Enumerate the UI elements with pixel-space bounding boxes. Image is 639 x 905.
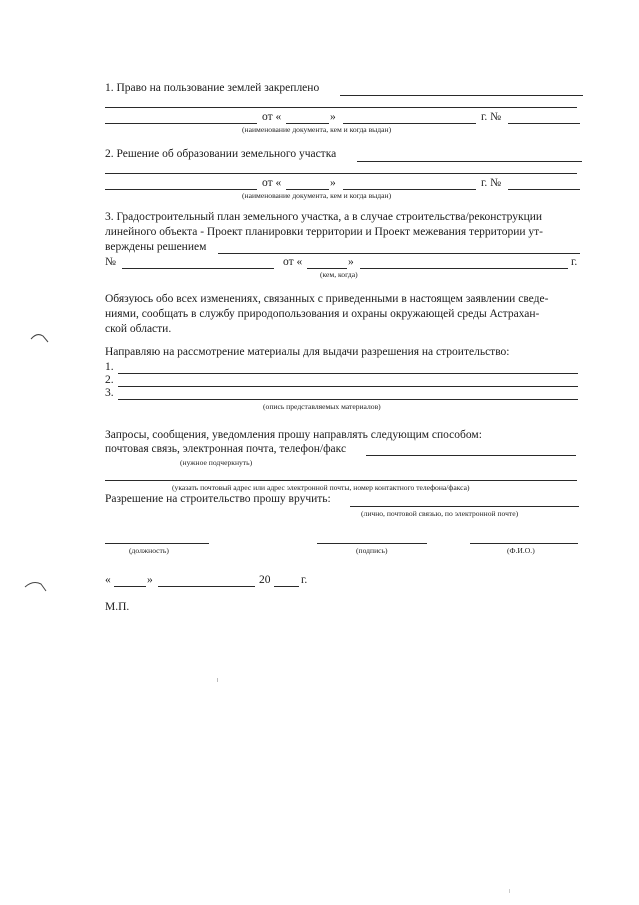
section-2-from-label: от « [262, 177, 282, 189]
date-day-field[interactable] [114, 586, 146, 587]
materials-item-1-label: 1. [105, 361, 114, 373]
scan-mark-top [30, 330, 50, 344]
date-open-quote: « [105, 574, 111, 586]
full-name-caption: (Ф.И.О.) [507, 546, 535, 555]
section-2-caption: (наименование документа, кем и когда выдан) [242, 191, 392, 200]
full-name-field[interactable] [470, 543, 578, 544]
position-field[interactable] [105, 543, 209, 544]
date-month-field[interactable] [158, 586, 255, 587]
section-1-from-label: от « [262, 111, 282, 123]
section-3-day-field[interactable] [307, 268, 347, 269]
delivery-method-field[interactable] [350, 506, 579, 507]
section-2-from-close: » [330, 177, 336, 189]
section-2-month-year-field[interactable] [343, 189, 476, 190]
section-1-day-field[interactable] [286, 123, 329, 124]
section-3-number-field[interactable] [122, 268, 274, 269]
signature-field[interactable] [317, 543, 427, 544]
materials-item-3-label: 3. [105, 387, 114, 399]
section-1-label: 1. Право на пользование землей закреплено [105, 82, 320, 94]
section-3-line-1: 3. Градостроительный план земельного участка, а в случае строительства/реконструкции [105, 211, 543, 223]
scan-speck [217, 678, 218, 682]
commitment-line-1: Обязуюсь обо всех изменениях, связанных с приведенными в настоящем заявлении сведе- [105, 293, 549, 305]
section-1-month-year-field[interactable] [343, 123, 476, 124]
section-2-field-line-2[interactable] [105, 173, 577, 174]
requests-note: (нужное подчеркнуть) [180, 458, 253, 467]
section-1-field-line-2[interactable] [105, 107, 577, 108]
requests-line-1: Запросы, сообщения, уведомления прошу направлять следующим способом: [105, 429, 482, 441]
section-3-date-field[interactable] [360, 268, 568, 269]
section-2-field[interactable] [357, 161, 582, 162]
scan-mark-bottom [24, 579, 48, 593]
section-3-from-label: от « [283, 256, 303, 268]
section-1-document-field[interactable] [105, 123, 257, 124]
requests-address-caption: (указать почтовый адрес или адрес электронной почты, номер контактного телефона/факса) [172, 483, 470, 492]
section-1-caption: (наименование документа, кем и когда выдан) [242, 125, 392, 134]
section-1-city-label: г. № [481, 111, 502, 123]
section-2-day-field[interactable] [286, 189, 329, 190]
section-2-document-field[interactable] [105, 189, 257, 190]
materials-item-3-field[interactable] [118, 399, 578, 400]
materials-item-1-field[interactable] [118, 373, 578, 374]
section-2-label: 2. Решение об образовании земельного участка [105, 148, 337, 160]
scan-speck-2 [509, 889, 510, 893]
section-1-field[interactable] [340, 95, 583, 96]
materials-heading: Направляю на рассмотрение материалы для выдачи разрешения на строительство: [105, 346, 510, 358]
materials-caption: (опись представляемых материалов) [263, 402, 381, 411]
section-1-number-field[interactable] [508, 123, 580, 124]
date-year-suffix: г. [301, 574, 308, 586]
section-2-city-label: г. № [481, 177, 502, 189]
position-caption: (должность) [129, 546, 169, 555]
section-3-decision-field[interactable] [218, 253, 580, 254]
section-3-line-3: верждены решением [105, 241, 207, 253]
materials-item-2-field[interactable] [118, 386, 578, 387]
commitment-line-2: ниями, сообщать в службу природопользования и охраны окружающей среды Астрахан- [105, 308, 540, 320]
date-close-quote: » [147, 574, 153, 586]
delivery-caption: (лично, почтовой связью, по электронной почте) [361, 509, 519, 518]
stamp-place: М.П. [105, 601, 130, 613]
requests-address-field[interactable] [105, 480, 577, 481]
date-century: 20 [259, 574, 271, 586]
commitment-line-3: ской области. [105, 323, 172, 335]
requests-contact-field[interactable] [366, 455, 576, 456]
section-3-year-label: г. [571, 256, 578, 268]
materials-item-2-label: 2. [105, 374, 114, 386]
section-1-from-close: » [330, 111, 336, 123]
section-3-from-close: » [348, 256, 354, 268]
section-2-number-field[interactable] [508, 189, 580, 190]
section-3-number-label: № [105, 256, 116, 268]
date-year-field[interactable] [274, 586, 299, 587]
section-3-line-2: линейного объекта - Проект планировки территории и Проект межевания территории ут- [105, 226, 543, 238]
delivery-label: Разрешение на строительство прошу вручить: [105, 493, 331, 505]
section-3-caption: (кем, когда) [320, 270, 358, 279]
requests-line-2: почтовая связь, электронная почта, телефон/факс [105, 443, 347, 455]
signature-caption: (подпись) [356, 546, 388, 555]
